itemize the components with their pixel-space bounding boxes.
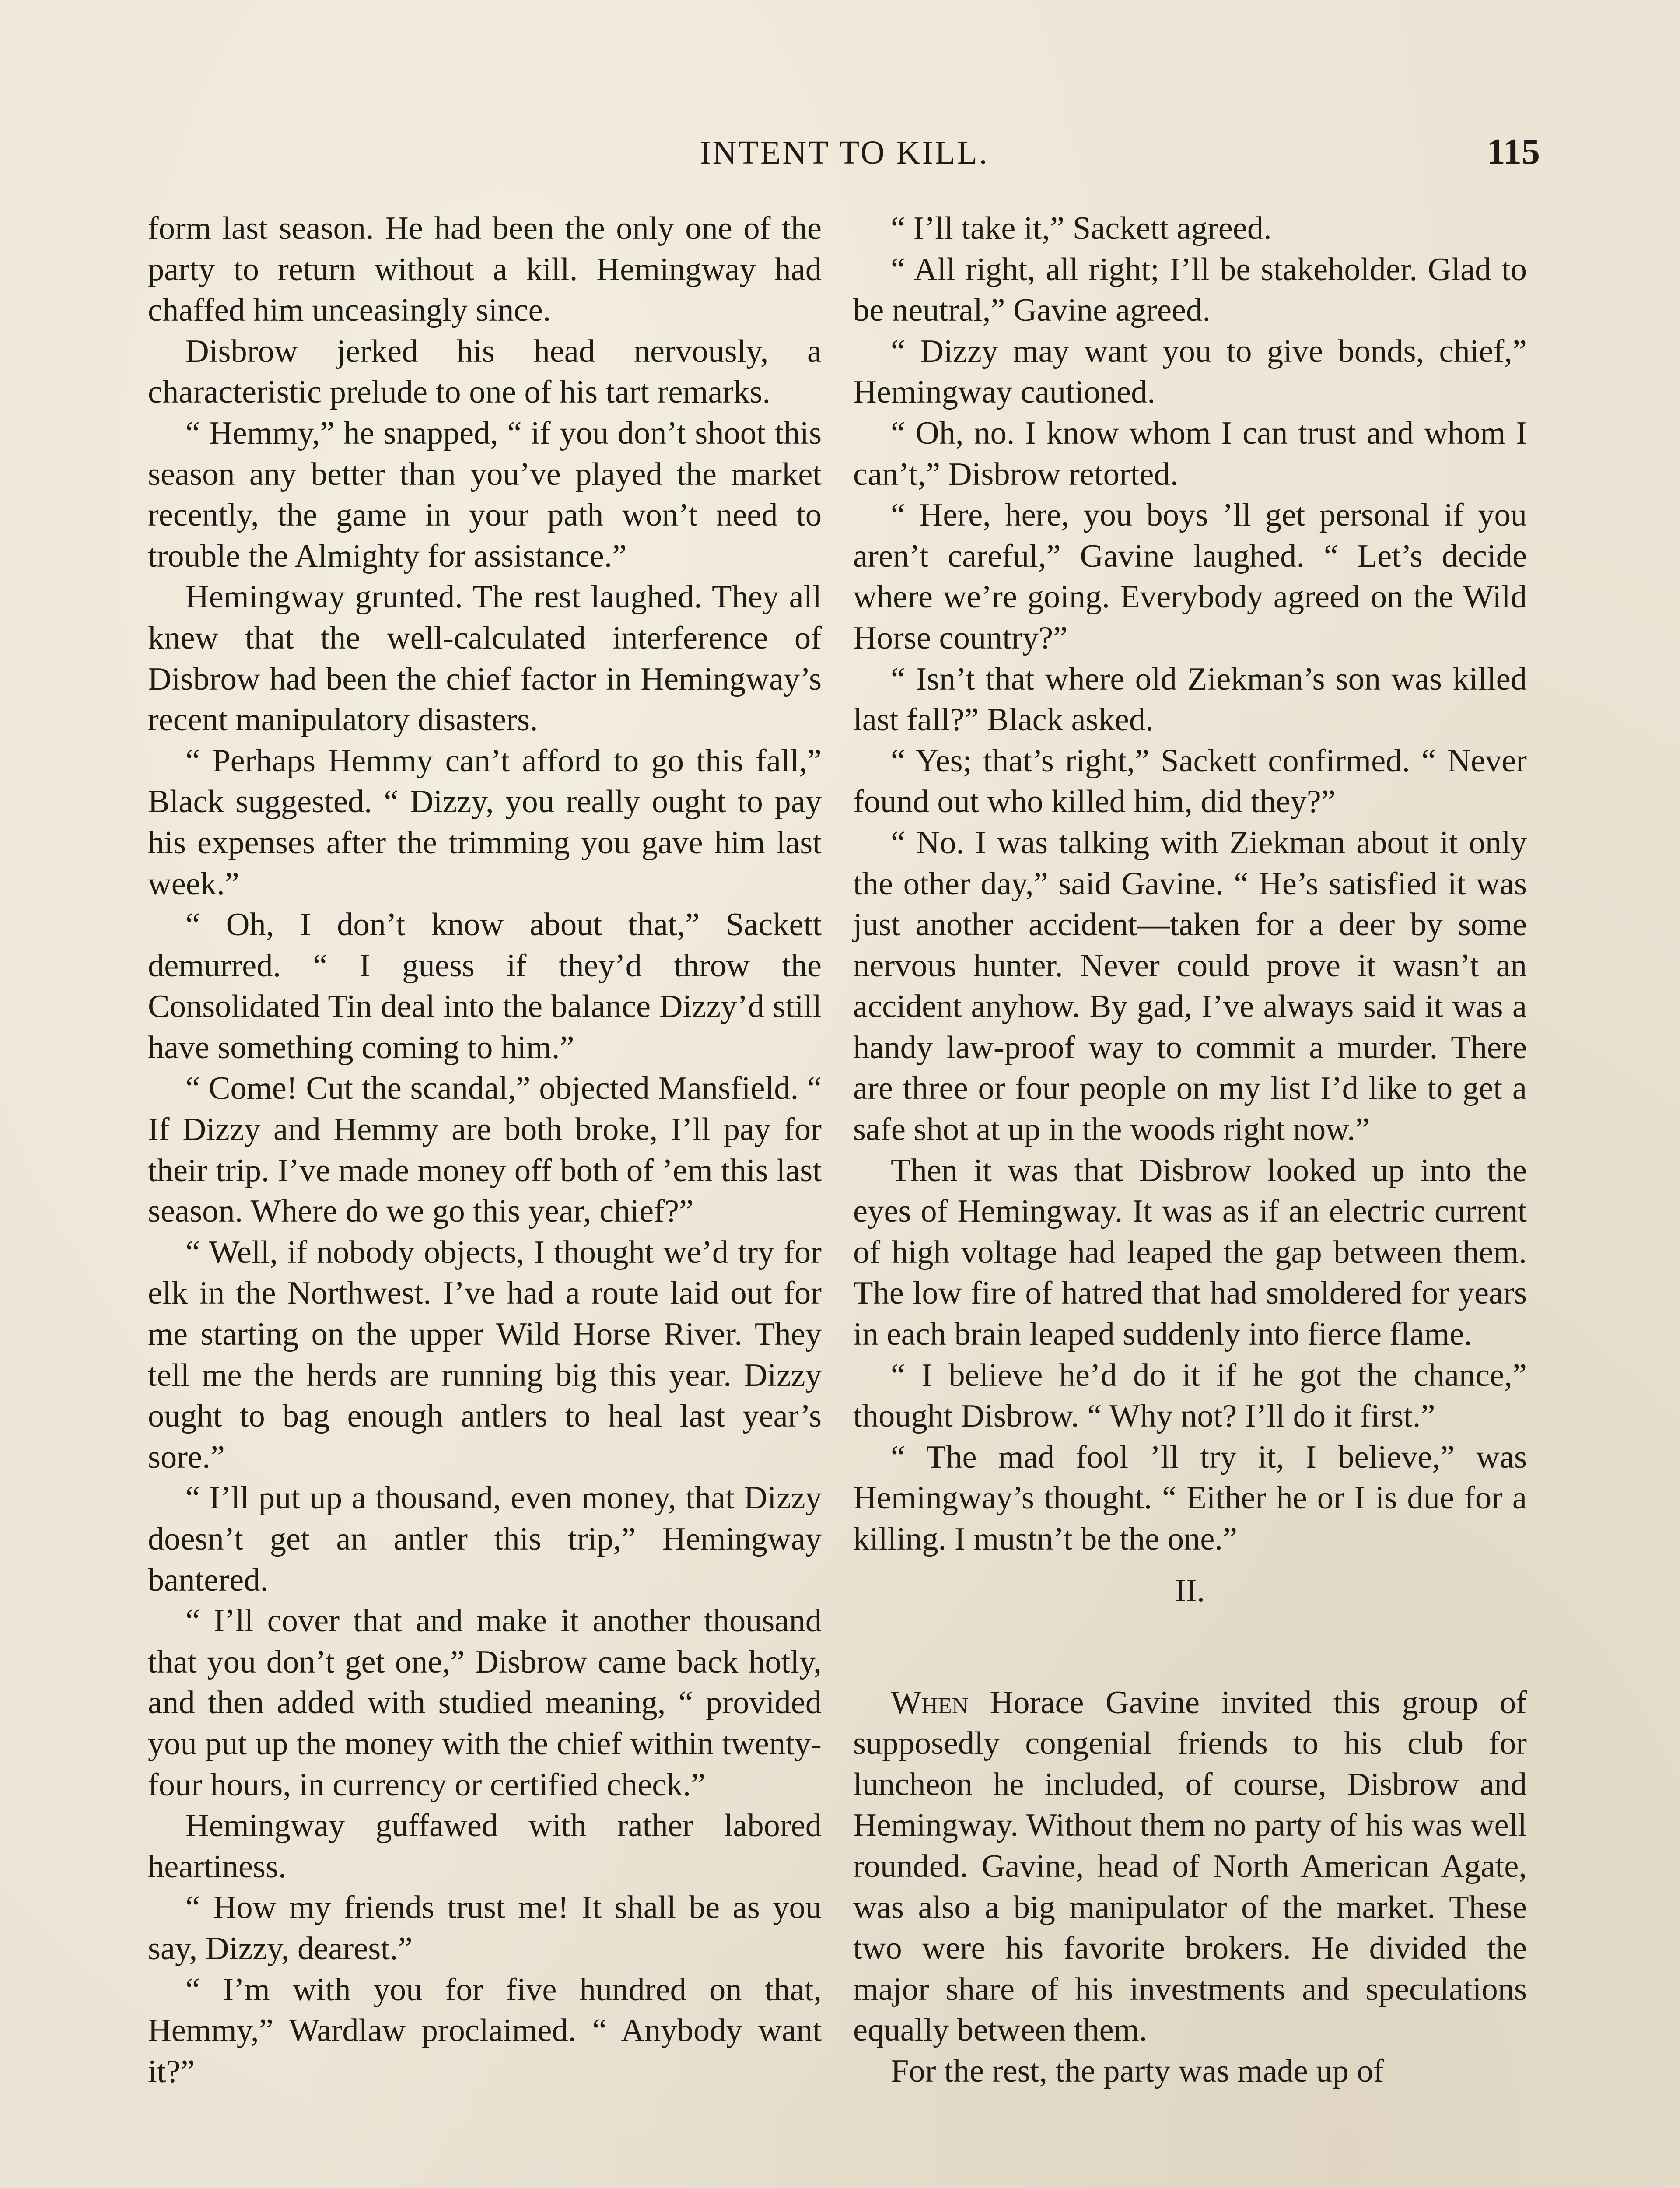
paragraph: “ Come! Cut the scandal,” objected Mansfield. “ If Dizzy and Hemmy are both broke, I’ll pay for their trip. I’ve made money off both of ’em this last season. Where do we go this year, chief?” — [148, 1070, 822, 1230]
section-heading — [853, 1560, 1527, 1683]
page-header — [149, 126, 1540, 179]
paragraph: “ Yes; that’s right,” Sackett confirmed. “ Never found out who killed him, did they?” — [853, 743, 1527, 820]
paragraph: “ I’ll put up a thousand, even money, that Dizzy doesn’t get an antler this trip,” Hemingway bantered. — [148, 1480, 822, 1598]
paragraph: “ Here, here, you boys ’ll get personal if you aren’t careful,” Gavine laughed. “ Let’s decide where we’re going. Everybody agreed on the Wild Horse country?” — [853, 497, 1527, 656]
paragraph: “ I’ll take it,” Sackett agreed. — [891, 210, 1272, 246]
running-title: INTENT TO KILL. — [700, 134, 989, 171]
paragraph: Hemingway guffawed with rather labored heartiness. — [148, 1808, 822, 1885]
paragraph — [853, 1683, 1527, 2051]
paragraph: “ No. I was talking with Ziekman about it only the other day,” said Gavine. “ He’s satisfied it was just another accident—taken for a deer by some nervous hunter. Never could prove it wasn’t an accident anyhow. By gad, I’ve always said it was a handy law-proof way to commit a murder. There are three or four people on my list I’d like to get a safe shot at up in the woods right now.” — [853, 824, 1527, 1148]
paragraph: Hemingway grunted. The rest laughed. They all knew that the well-calculated interference of Disbrow had been the chief factor in Hemingway’s recent manipulatory disasters. — [148, 579, 822, 738]
paragraph: Then it was that Disbrow looked up into the eyes of Hemingway. It was as if an electric current of high voltage had leaped the gap between them. The low fire of hatred that had smoldered for years in each brain leaped suddenly into fierce flame. — [853, 1152, 1527, 1353]
paragraph: form last season. He had been the only one of the party to return without a kill. Hemingway had chaffed him unceasingly since. — [148, 210, 822, 329]
paragraph: “ Perhaps Hemmy can’t afford to go this fall,” Black suggested. “ Dizzy, you really ought to pay his expenses after the trimming you gave him last week.” — [148, 743, 822, 902]
paragraph: “ How my friends trust me! It shall be as you say, Dizzy, dearest.” — [148, 1890, 822, 1967]
paragraph: “ The mad fool ’ll try it, I believe,” was Hemingway’s thought. “ Either he or I is due for a killing. I mustn’t be the one.” — [853, 1439, 1527, 1557]
page-number: 115 — [1487, 131, 1540, 172]
paragraph: “ Isn’t that where old Ziekman’s son was killed last fall?” Black asked. — [853, 661, 1527, 738]
paragraph: “ I’ll cover that and make it another thousand that you don’t get one,” Disbrow came back hotly, and then added with studied meaning, “ provided you put up the money with the chief within twenty-four hours, in currency or certified check.” — [148, 1603, 822, 1803]
paragraph: “ I’m with you for five hundred on that, Hemmy,” Wardlaw proclaimed. “ Anybody want it?” — [148, 1971, 822, 2090]
lead-in-word: When — [891, 1684, 969, 1721]
paragraph: “ Well, if nobody objects, I thought we’d try for elk in the Northwest. I’ve had a route laid out for me starting on the upper Wild Horse River. They tell me the herds are running big this year. Dizzy ought to bag enough antlers to heal last year’s sore.” — [148, 1234, 822, 1475]
section-number: II. — [1175, 1572, 1205, 1609]
paragraph: Disbrow jerked his head nervously, a characteristic prelude to one of his tart remarks. — [148, 333, 822, 410]
right-column — [853, 208, 1527, 2092]
paragraph: “ Dizzy may want you to give bonds, chief,” Hemingway cautioned. — [853, 333, 1527, 410]
paragraph: “ Hemmy,” he snapped, “ if you don’t shoot this season any better than you’ve played the market recently, the game in your path won’t need to trouble the Almighty for assistance.” — [148, 415, 822, 574]
paragraph: “ Oh, I don’t know about that,” Sackett demurred. “ I guess if they’d throw the Consolidated Tin deal into the balance Dizzy’d still have something coming to him.” — [148, 907, 822, 1066]
paragraph: “ Oh, no. I know whom I can trust and whom I can’t,” Disbrow retorted. — [853, 415, 1527, 492]
paragraph: “ All right, all right; I’ll be stakeholder. Glad to be neutral,” Gavine agreed. — [853, 251, 1527, 329]
paragraph: For the rest, the party was made up of — [891, 2053, 1384, 2089]
paragraph-text: Horace Gavine invited this group of supposedly congenial friends to his club for luncheon he included, of course, Disbrow and Hemingway. Without them no party of his was well rounded. Gavine, head of North American Agate, was also a big manipulator of the market. These two were his favorite brokers. He divided the major share of his investments and speculations equally between them. — [853, 1684, 1527, 2048]
paragraph: “ I believe he’d do it if he got the chance,” thought Disbrow. “ Why not? I’ll do it first.” — [853, 1357, 1527, 1434]
left-column — [148, 208, 822, 2092]
